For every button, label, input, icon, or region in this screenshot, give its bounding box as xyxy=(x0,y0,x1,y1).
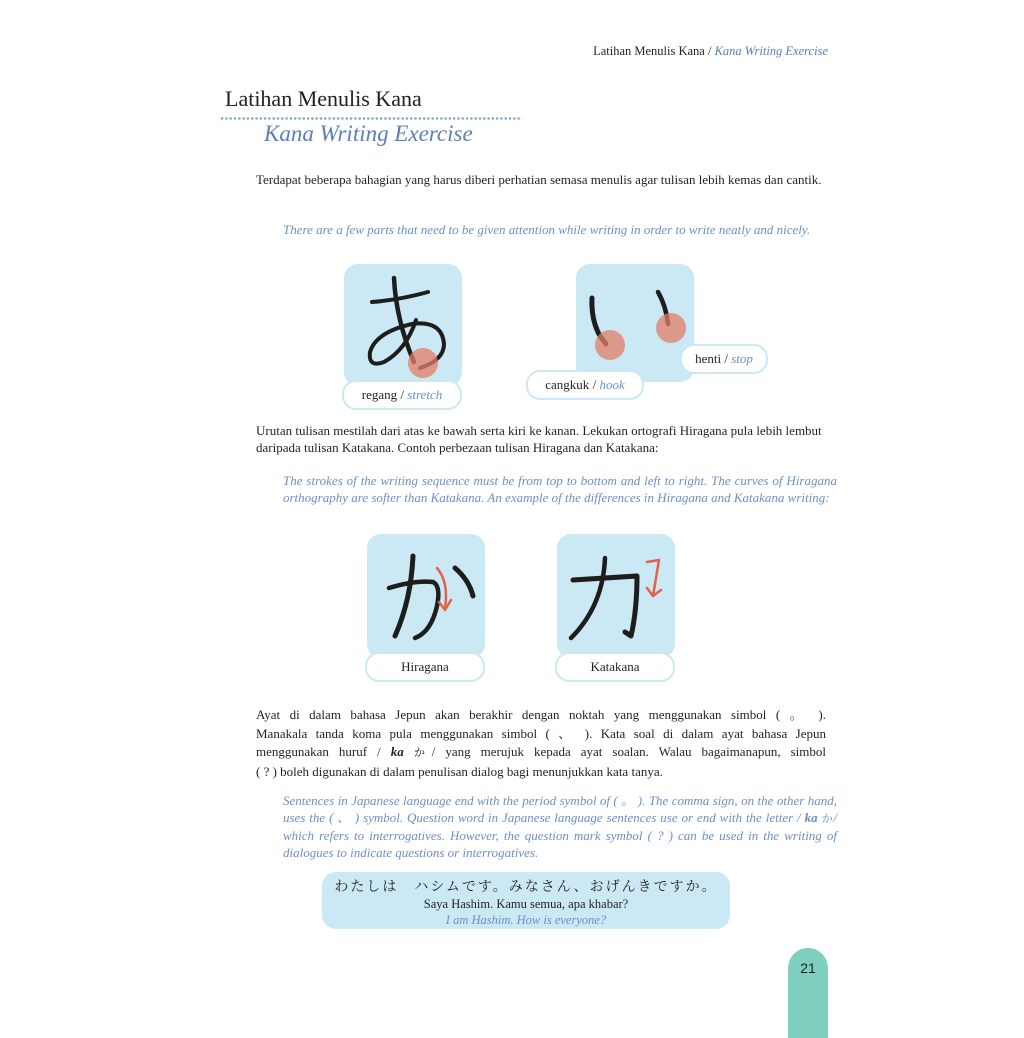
section2-body-en: The strokes of the writing sequence must be from top to bottom and left to right. The curves of Hiragana orthography are softer than Katakana. An example of the differences in Hiragana and Katakana writing: xyxy=(283,473,837,505)
example-japanese: わたしは ハシムです。みなさん、おげんきですか。 xyxy=(334,879,718,895)
running-header-title-ms: Latihan Menulis Kana xyxy=(593,44,705,58)
ms-line3-pre: menggunakan huruf / xyxy=(256,744,391,759)
section1-body-ms: Terdapat beberapa bahagian yang harus diberi perhatian semasa menulis agar tulisan lebih kemas dan cantik. xyxy=(256,172,822,187)
stretch-marker xyxy=(408,348,438,378)
running-header xyxy=(593,44,828,59)
title-dotted-divider xyxy=(220,117,522,120)
running-header-separator: / xyxy=(704,44,715,58)
page-title-en: Kana Writing Exercise xyxy=(264,121,473,146)
label-ms: cangkuk xyxy=(545,377,590,392)
label-separator: / xyxy=(397,387,408,402)
label-ms: henti xyxy=(695,351,722,366)
en-ka-bold: ka xyxy=(804,810,818,825)
label-en: stop xyxy=(731,351,753,366)
label-henti-stop xyxy=(680,344,768,374)
label-katakana xyxy=(555,652,675,682)
hiragana-ka-card xyxy=(367,534,485,684)
label-ms: regang xyxy=(361,387,398,402)
page-number-tab xyxy=(788,948,828,1038)
section3-body-ms xyxy=(256,706,826,781)
label-regang-stretch xyxy=(342,380,462,410)
section3-ms-line4: ( ? ) boleh digunakan di dalam penulisan dialog bagi menunjukkan kata tanya. xyxy=(256,763,663,779)
label-cangkuk-hook xyxy=(526,370,644,400)
label-en: stretch xyxy=(407,387,443,402)
katakana-ka-card xyxy=(557,534,675,684)
en-ka-kana: か xyxy=(817,812,834,825)
section3-ms-line1: Ayat di dalam bahasa Jepun akan berakhir dengan noktah yang menggunakan simbol ( 。 ). xyxy=(256,707,826,722)
page-number: 21 xyxy=(800,960,816,976)
section2-body-ms: Urutan tulisan mestilah dari atas ke bawah serta kiri ke kanan. Lekukan ortografi Hiragana pula lebih lembut daripada tulisan Katakana. Contoh perbezaan tulisan Hiragana dan Katakana: xyxy=(256,423,822,455)
en-pre: Sentences in Japanese language end with the period symbol of ( 。 ). The comma sign, on the other hand, uses the ( 、 ) symbol. Question word in Japanese language sentences use or end with the letter / xyxy=(283,793,837,825)
label-en: hook xyxy=(599,377,625,392)
hiragana-a-glyph-icon xyxy=(354,270,454,380)
ms-ka-kana: か xyxy=(403,746,432,759)
ms-line3-post: / yang merujuk kepada ayat soalan. Walau bagaimanapun, simbol xyxy=(431,744,826,759)
stroke-card-a xyxy=(344,264,462,410)
label-separator: / xyxy=(721,351,732,366)
en-post: / which refers to interrogatives. However, the question mark symbol ( ? ) can be used in the writing of dialogues to indicate questions or interrogatives. xyxy=(283,810,837,860)
ms-ka-bold: ka xyxy=(390,744,404,759)
example-dialog-bubble xyxy=(322,872,730,929)
label-text: Hiragana xyxy=(401,659,449,674)
section3-ms-line3 xyxy=(256,743,826,763)
example-malay: Saya Hashim. Kamu semua, apa khabar? xyxy=(423,897,629,911)
section3-ms-line2: Manakala tanda koma pula menggunakan simbol ( 、 ). Kata soal di dalam ayat bahasa Jepun xyxy=(256,725,826,741)
page-title-ms: Latihan Menulis Kana xyxy=(225,86,422,111)
section1-body-en: There are a few parts that need to be given attention while writing in order to write neatly and nicely. xyxy=(283,222,811,237)
label-hiragana xyxy=(365,652,485,682)
hiragana-ka-glyph-icon xyxy=(375,540,479,650)
example-english: I am Hashim. How is everyone? xyxy=(445,913,607,927)
running-header-title-en: Kana Writing Exercise xyxy=(714,44,828,58)
hook-marker xyxy=(595,330,625,360)
stop-marker xyxy=(656,313,686,343)
katakana-ka-glyph-icon xyxy=(565,540,669,650)
label-separator: / xyxy=(589,377,600,392)
label-text: Katakana xyxy=(590,659,640,674)
section3-body-en xyxy=(283,792,837,861)
